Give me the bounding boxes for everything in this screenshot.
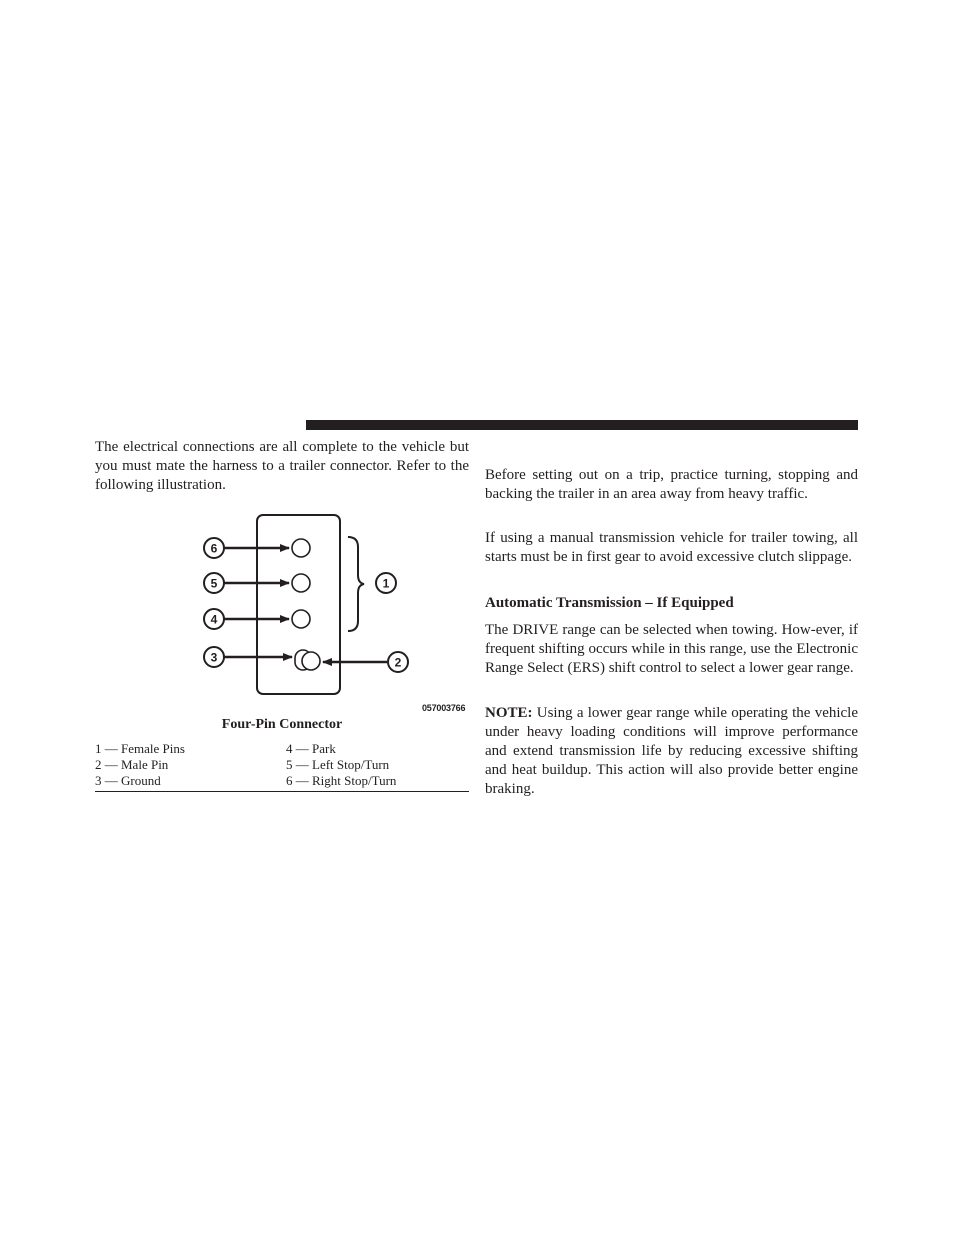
callout-3 (204, 647, 224, 667)
svg-text:1: 1 (382, 576, 390, 591)
female-pin-5 (292, 574, 310, 592)
female-pin-6 (292, 539, 310, 557)
legend-item: 6 — Right Stop/Turn (286, 773, 397, 788)
legend-item: 5 — Left Stop/Turn (286, 757, 390, 772)
callout-5 (204, 573, 224, 593)
note-paragraph (485, 704, 858, 799)
header-rule-bar (306, 420, 858, 430)
legend-item: 1 — Female Pins (95, 741, 185, 756)
callout-4 (204, 609, 224, 629)
legend-item: 2 — Male Pin (95, 757, 169, 772)
callout-2 (388, 652, 408, 672)
trip-practice-paragraph: Before setting out on a trip, practice turning, stopping and backing the trailer in an area away from heavy traffic. (485, 467, 858, 502)
svg-text:5: 5 (210, 576, 218, 591)
figure-caption: Four-Pin Connector (221, 717, 343, 732)
callout-1 (376, 573, 396, 593)
manual-transmission-paragraph: If using a manual transmission vehicle for trailer towing, all starts must be in first gear to avoid excessive clutch slippage. (485, 530, 858, 565)
svg-text:2: 2 (394, 655, 402, 670)
male-pin (295, 650, 320, 670)
section-heading: Automatic Transmission – If Equipped (485, 595, 734, 611)
legend-item: 4 — Park (286, 741, 336, 756)
figure-code: 057003766 (422, 703, 466, 713)
four-pin-connector-illustration (190, 505, 475, 715)
legend-item: 3 — Ground (95, 773, 161, 788)
drive-range-paragraph: The DRIVE range can be selected when towing. How-ever, if frequent shifting occurs while in this range, use the Electronic Range Select (ERS) shift control to select a lower gear range. (485, 622, 858, 676)
svg-text:4: 4 (210, 612, 218, 627)
note-text: Using a lower gear range while operating the vehicle under heavy loading conditions will improve performance and extend transmission life by reducing excessive shifting and heat buildup. This action will also provide better engine braking. (485, 705, 858, 797)
female-pin-4 (292, 610, 310, 628)
note-label: NOTE: (485, 705, 533, 721)
female-pins-brace (348, 537, 364, 631)
svg-text:3: 3 (210, 650, 218, 665)
callout-6 (204, 538, 224, 558)
svg-text:6: 6 (210, 541, 218, 556)
legend-bottom-rule (95, 791, 469, 792)
intro-paragraph: The electrical connections are all complete to the vehicle but you must mate the harness to a trailer connector. Refer to the following illustration. (95, 439, 469, 493)
